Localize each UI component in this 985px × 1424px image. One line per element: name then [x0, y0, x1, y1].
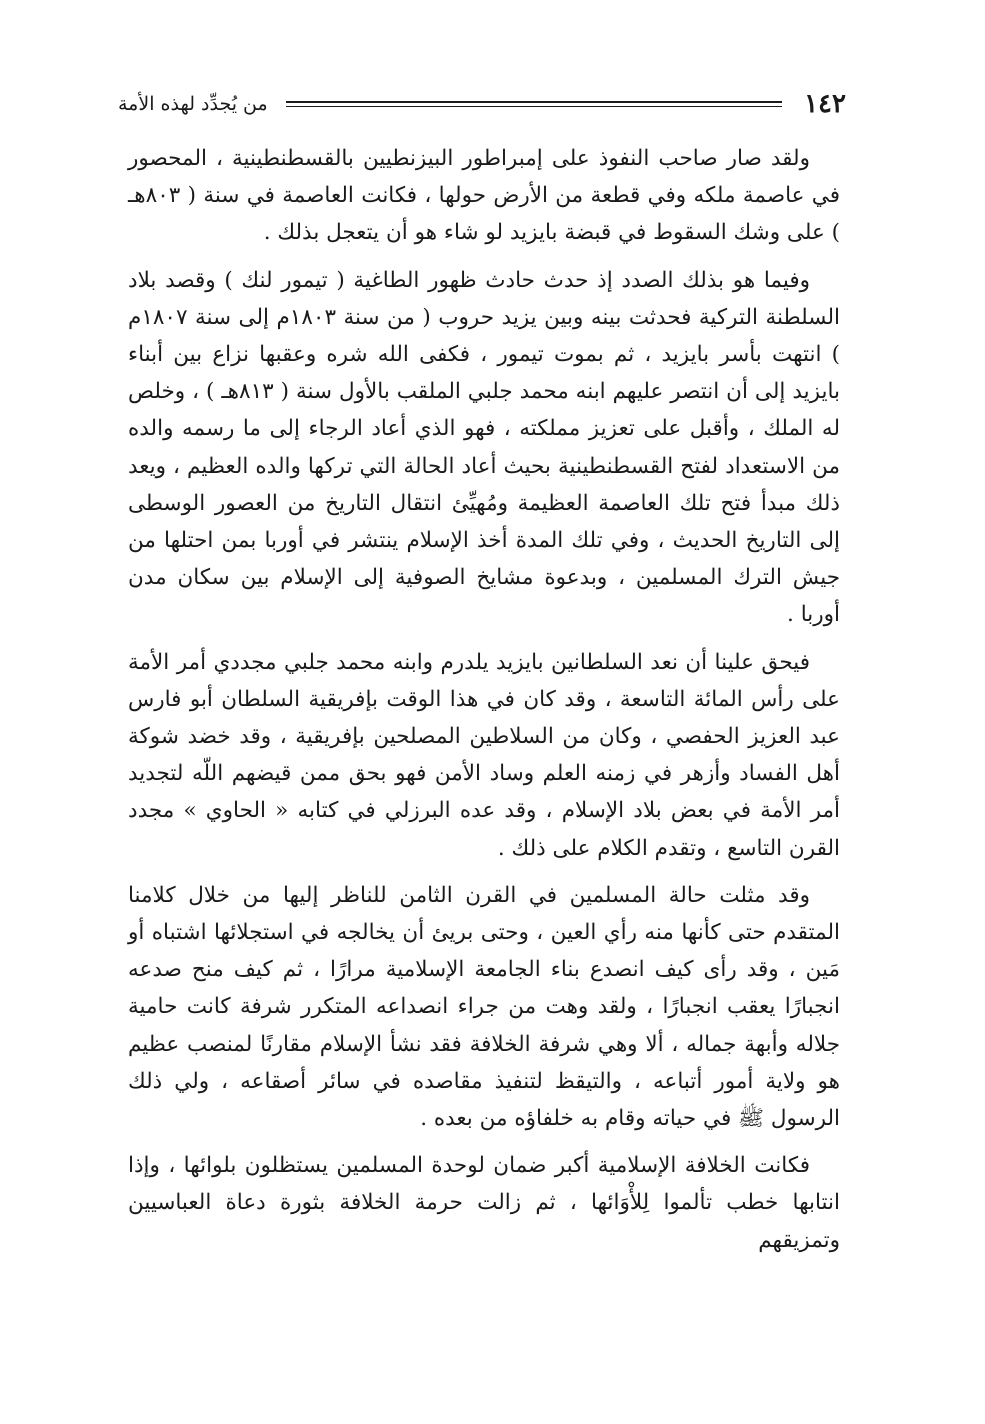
paragraph-2: وفيما هو بذلك الصدد إذ حدث حادث ظهور الطاغية ( تيمور لنك ) وقصد بلاد السلطنة التركية فحدثت بينه وبين يزيد حروب ( من سنة ١٨٠٣م إلى سنة ١٨٠٧م ) انتهت بأسر بايزيد ، ثم بموت تيمور ، فكفى الله شره وعقبها نزاع بين أبناء بايزيد إلى أن انتصر عليهم ابنه محمد جلبي الملقب بالأول سنة ( ٨١٣هـ ) ، وخلص له الملك ، وأقبل على تعزيز مملكته ، فهو الذي أعاد الرجاء إلى ما رسمه والده من الاستعداد لفتح القسطنطينية بحيث أعاد الحالة التي تركها والده العظيم ، ويعد ذلك مبدأ فتح تلك العاصمة العظيمة ومُهيِّئ انتقال التاريخ من العصور الوسطى إلى التاريخ الحديث ، وفي تلك المدة أخذ الإسلام ينتشر في أوربا بمن احتلها من جيش الترك المسلمين ، وبدعوة مشايخ الصوفية إلى الإسلام بين سكان مدن أوربا . [128, 267, 840, 628]
page-header [118, 84, 846, 124]
page-number: ١٤٢ [804, 89, 846, 119]
body-text [128, 140, 840, 1269]
header-rule [286, 101, 782, 107]
paragraph-3: فيحق علينا أن نعد السلطانين بايزيد يلدرم وابنه محمد جلبي مجددي أمر الأمة على رأس المائة التاسعة ، وقد كان في هذا الوقت بإفريقية السلطان أبو فارس عبد العزيز الحفصي ، وكان من السلاطين المصلحين بإفريقية ، وقد خضد شوكة أهل الفساد وأزهر في زمنه العلم وساد الأمن فهو بحق ممن قيضهم اللّه لتجديد أمر الأمة في بعض بلاد الإسلام ، وقد عده البرزلي في كتابه « الحاوي » مجدد القرن التاسع ، وتقدم الكلام على ذلك . [128, 649, 840, 861]
running-title: من يُجدِّد لهذه الأمة [118, 93, 268, 115]
paragraph-4: وقد مثلت حالة المسلمين في القرن الثامن للناظر إليها من خلال كلامنا المتقدم حتى كأنها منه رأي العين ، وحتى بريئ أن يخالجه في استجلائها اشتباه أو مَين ، وقد رأى كيف انصدع بناء الجامعة الإسلامية مرارًا ، ثم كيف منح صدعه انجبارًا يعقب انجبارًا ، ولقد وهت من جراء انصداعه المتكرر شرفة كانت حامية جلاله وأبهة جماله ، ألا وهي شرفة الخلافة فقد نشأ الإسلام مقارنًا لمنصب عظيم هو ولاية أمور أتباعه ، والتيقظ لتنفيذ مقاصده في سائر أصقاعه ، ولي ذلك الرسول ﷺ في حياته وقام به خلفاؤه من بعده . [128, 882, 840, 1132]
paragraph-5: فكانت الخلافة الإسلامية أكبر ضمان لوحدة المسلمين يستظلون بلوائها ، وإذا انتابها خطب تألموا لِلأْوَائها ، ثم زالت حرمة الخلافة بثورة دعاة العباسيين وتمزيقهم [128, 1153, 840, 1253]
paragraph-1: ولقد صار صاحب النفوذ على إمبراطور البيزنطيين بالقسطنطينية ، المحصور في عاصمة ملكه وفي قطعة من الأرض حولها ، فكانت العاصمة في سنة ( ٨٠٣هـ ) على وشك السقوط في قبضة بايزيد لو شاء هو أن يتعجل بذلك . [128, 146, 840, 246]
